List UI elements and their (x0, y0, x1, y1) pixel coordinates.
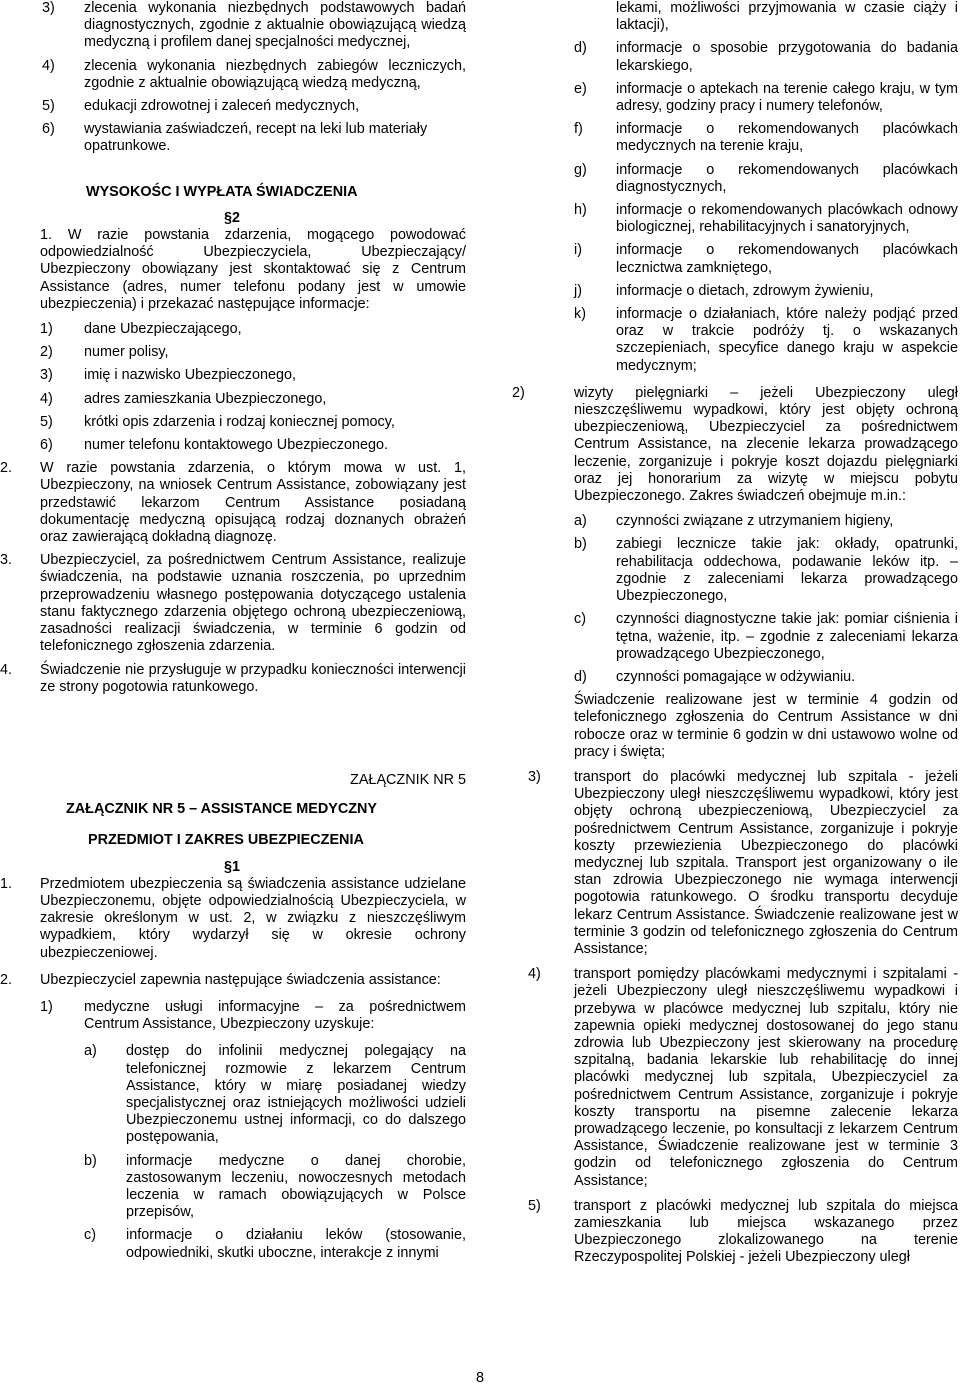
list-number: 3) (40, 367, 53, 384)
list-text: informacje o rekomendowanych placówkach lecznictwa zamkniętego, (616, 242, 958, 276)
list-item (530, 611, 958, 663)
list-item (40, 344, 466, 361)
continued-text: lekami, możliwości przyjmowania w czasie ciąży i laktacji), (616, 0, 958, 34)
list-item (528, 966, 958, 1190)
paragraph-text (40, 227, 466, 313)
list-text: wizyty pielęgniarki – jeżeli Ubezpieczony uległ nieszczęśliwemu wypadkowi, który jest objęty ochroną ubezpieczeniową, Ubezpieczyciel za pośrednictwem Centrum Assistance, na zlecenie lekarza prowadzącego leczenie, zorganizuje i pokryje koszt dojazdu pielęgniarki oraz jej honorarium za wizytę w miejscu pobytu Ubezpieczonego. Zakres świadczeń obejmuje m.in.: (574, 384, 958, 505)
list-item (530, 81, 958, 115)
list-number: b) (574, 536, 587, 553)
list-item (530, 306, 958, 375)
paragraph-number: 3. (0, 552, 13, 569)
list-item (40, 391, 466, 408)
list-item (530, 669, 958, 686)
list-text: dane Ubezpieczającego, (84, 321, 242, 338)
paragraph (0, 876, 466, 962)
list-text: czynności diagnostyczne takie jak: pomiar ciśnienia i tętna, ważenie, itp. – zgodnie z zaleceniami lekarza prowadzącego Ubezpieczonego, (616, 611, 958, 662)
paragraph-number: 2. (0, 460, 13, 477)
list-number: 1) (40, 321, 53, 338)
list-text: informacje medyczne o danej chorobie, zastosowanym leczeniu, nowoczesnych metodach leczenia w ramach obowiązujących w Polsce przepisów, (126, 1152, 466, 1221)
paragraph (40, 227, 466, 313)
list-item (528, 769, 958, 958)
paragraph-number: 1. (40, 227, 53, 244)
list-item (40, 121, 466, 155)
paragraph-text: Świadczenie nie przysługuje w przypadku konieczności interwencji ze strony pogotowia ratunkowego. (40, 661, 466, 695)
list-item (530, 242, 958, 276)
list-text: informacje o aptekach na terenie całego kraju, w tym adresy, godziny pracy i numery telefonów, (616, 80, 958, 115)
list-item (530, 121, 958, 155)
list-item (528, 1198, 958, 1267)
paragraph-text: Ubezpieczyciel, za pośrednictwem Centrum Assistance, realizuje świadczenia, na podstawie uznania roszczenia, po uprzednim przeprowadzeniu własnego postępowania dotyczącego ustalenia stanu faktycznego zdarzenia objętego ochroną ubezpieczeniową, zasadności realizacji świadczenia, w terminie 6 godzin od telefonicznego zgłoszenia zdarzenia. (40, 552, 466, 655)
list-item (40, 414, 466, 431)
list-text: medyczne usługi informacyjne – za pośrednictwem Centrum Assistance, Ubezpieczony uzyskuje: (84, 998, 466, 1033)
annex-title: ZAŁĄCZNIK NR 5 – ASSISTANCE MEDYCZNY (66, 801, 378, 818)
list-item (530, 202, 958, 236)
list-number: 4) (42, 57, 55, 74)
list-text: imię i nazwisko Ubezpieczonego, (84, 367, 296, 384)
paragraph-number: 1. (0, 875, 13, 892)
list-number: a) (84, 1043, 97, 1060)
list-number: f) (574, 121, 583, 138)
list-text: informacje o działaniach, które należy podjąć przed oraz w trakcie podróży tj. o wskazanych szczepieniach, specyfice danego kraju w aspekcie medycznym; (616, 306, 958, 374)
right-column (512, 0, 958, 1267)
list-item (40, 367, 466, 384)
list-text: informacje o sposobie przygotowania do badania lekarskiego, (616, 40, 958, 74)
paragraph-text: Ubezpieczyciel zapewnia następujące świadczenia assistance: (40, 971, 441, 988)
list-number: a) (574, 513, 587, 530)
paragraph-number: 4. (0, 661, 13, 678)
section-number: §1 (224, 858, 241, 875)
list-item (40, 1043, 466, 1146)
list-text: numer telefonu kontaktowego Ubezpieczonego. (84, 437, 389, 454)
section-number-value: 2 (232, 209, 241, 226)
list-item (40, 1227, 466, 1261)
list-text: informacje o rekomendowanych placówkach odnowy biologicznej, rehabilitacyjnych i sanatoryjnych, (616, 202, 958, 236)
section-number-value: 1 (232, 858, 241, 875)
paragraph-number: 2. (0, 971, 13, 988)
list-text: czynności związane z utrzymaniem higieny, (616, 513, 894, 530)
list-number: d) (574, 668, 587, 685)
list-text: transport z placówki medycznej lub szpitala do miejsca zamieszkania lub miejsca wskazanego przez Ubezpieczonego zlokalizowanego na terenie Rzeczypospolitej Polskiej - jeżeli Ubezpieczony uległ (574, 1197, 958, 1266)
list-number: g) (574, 161, 587, 178)
list-item (530, 40, 958, 74)
list-item (530, 283, 958, 300)
list-item (40, 98, 466, 115)
section-number: §2 (224, 209, 241, 226)
paragraph (0, 662, 466, 696)
list-text: edukacji zdrowotnej i zaleceń medycznych, (84, 98, 360, 115)
list-number: 2) (512, 384, 525, 401)
left-column (0, 0, 467, 1262)
list-text: transport do placówki medycznej lub szpitala - jeżeli Ubezpieczony uległ nieszczęśliwemu wypadkowi, który jest objęty ochroną ubezpieczeniową, Ubezpieczyciel za pośrednictwem Centrum Assistance, zorganizuje i pokryje koszty przewiezienia Ubezpieczonego do placówki medycznej lub szpitala. Transport jest organizowany o ile stan zdrowia Ubezpieczonego nie wymaga interwencji pogotowia ratunkowego. O środku transportu decyduje lekarz Centrum Assistance. Świadczenie realizowane jest w terminie 3 godzin od telefonicznego zgłoszenia do Centrum Assistance; (574, 768, 958, 957)
list-number: 3) (528, 768, 541, 785)
list-number: 2) (40, 344, 53, 361)
list-number: 3) (42, 0, 55, 16)
paragraph (0, 460, 466, 546)
list-text: wystawiania zaświadczeń, recept na leki lub materiały opatrunkowe. (84, 121, 428, 155)
paragraph-body: W razie powstania zdarzenia, mogącego powodować odpowiedzialność Ubezpieczyciela, Ubezpieczający/ Ubezpieczony obowiązany jest skontaktować się z Centrum Assistance (adres, numer telefonu podany jest w umowie ubezpieczenia) i przekazać następujące informacje: (40, 227, 467, 312)
list-item (40, 999, 466, 1033)
paragraph-text: W razie powstania zdarzenia, o którym mowa w ust. 1, Ubezpieczony, na wniosek Centrum Assistance, zobowiązany jest przedstawić lekarzom Centrum Assistance posiadaną dokumentację medyczną opisującą rodzaj doznanych obrażeń oraz zawierającą dokładną diagnozę. (40, 460, 466, 546)
subject-title: PRZEDMIOT I ZAKRES UBEZPIECZENIA (88, 832, 364, 849)
list-item (512, 385, 958, 505)
note-text: Świadczenie realizowane jest w terminie 4 godzin od telefonicznego zgłoszenia do Centrum Assistance w dni robocze oraz w terminie 6 godzin w dni ustawowo wolne od pracy i święta; (574, 692, 958, 760)
list-text: transport pomiędzy placówkami medycznymi i szpitalami - jeżeli Ubezpieczony uległ nieszczęśliwemu wypadkowi i przebywa w placówce medycznej lub szpitalu, który nie zapewnia opieki medycznej dostosowanej do jego stanu zdrowia lub Ubezpieczony jest skierowany na procedurę szpitalną, badania lekarskie lub rehabilitację do innej placówki medycznej lub szpitala, Ubezpieczyciel za pośrednictwem Centrum Assistance, zorganizuje i pokryje koszty transportu na pisemne zalecenie lekarza prowadzącego leczenie, po konsultacji z lekarzem Centrum Assistance, Świadczenie realizowane jest w terminie 3 godzin od telefonicznego zgłoszenia do Centrum Assistance; (574, 966, 958, 1189)
list-item (40, 321, 466, 338)
paragraph (0, 972, 466, 989)
list-item (530, 536, 958, 605)
list-text: informacje o rekomendowanych placówkach medycznych na terenie kraju, (616, 121, 958, 155)
list-text: informacje o działaniu leków (stosowanie, odpowiedniki, skutki uboczne, interakcje z innymi (126, 1227, 466, 1261)
list-text: zlecenia wykonania niezbędnych zabiegów leczniczych, zgodnie z aktualnie obowiązującą wiedzą medyczną, (84, 57, 466, 91)
paragraph-text: Przedmiotem ubezpieczenia są świadczenia assistance udzielane Ubezpieczonemu, objęte odpowiedzialnością Ubezpieczyciela, w zakresie określonym w ust. 2, w związku z nieszczęśliwym wypadkiem, który wydarzył się w okresie ochrony ubezpieczeniowej. (40, 875, 466, 961)
section-heading: WYSOKOŚC I WYPŁATA ŚWIADCZENIA (86, 183, 358, 200)
list-number: d) (574, 40, 587, 57)
list-number: 4) (40, 390, 53, 407)
list-text: zlecenia wykonania niezbędnych podstawowych badań diagnostycznych, zgodnie z aktualnie obowiązującą wiedzą medyczną i profilem danej specjalności medycznej, (84, 0, 466, 51)
list-number: 5) (42, 98, 55, 115)
list-item (40, 0, 466, 52)
list-text: dostęp do infolinii medycznej polegający na telefonicznej rozmowie z lekarzem Centrum Assistance, który w miarę posiadanej wiedzy specjalistycznej oraz istniejących możliwości udzieli Ubezpieczonemu ustnej informacji, co do dalszego postępowania, (126, 1043, 466, 1146)
list-number: 5) (528, 1197, 541, 1214)
list-number: 4) (528, 966, 541, 983)
list-text: informacje o rekomendowanych placówkach diagnostycznych, (616, 161, 958, 195)
list-item (40, 1153, 466, 1222)
list-number: b) (84, 1152, 97, 1169)
list-item (40, 437, 466, 454)
list-number: i) (574, 242, 582, 259)
list-number: k) (574, 306, 586, 323)
paragraph (0, 552, 466, 655)
list-text: numer polisy, (84, 344, 169, 361)
list-number: c) (84, 1227, 96, 1244)
list-number: j) (574, 282, 582, 299)
list-text: zabiegi lecznicze takie jak: okłady, opatrunki, rehabilitacja oddechowa, podawanie leków itp. – zgodnie z zaleceniami lekarza prowadzącego Ubezpieczonego, (616, 536, 958, 605)
list-text: czynności pomagające w odżywianiu. (616, 668, 856, 685)
list-item (40, 58, 466, 92)
list-item (530, 162, 958, 196)
list-number: h) (574, 202, 587, 219)
list-number: 5) (40, 413, 53, 430)
list-number: c) (574, 611, 586, 628)
list-text: informacje o dietach, zdrowym żywieniu, (616, 282, 874, 299)
list-text: krótki opis zdarzenia i rodzaj koniecznej pomocy, (84, 413, 395, 430)
annex-label: ZAŁĄCZNIK NR 5 (350, 771, 466, 788)
list-text: adres zamieszkania Ubezpieczonego, (84, 390, 327, 407)
list-number: e) (574, 80, 587, 97)
page-number: 8 (475, 1370, 484, 1386)
list-number: 6) (40, 437, 53, 454)
list-number: 1) (40, 998, 53, 1015)
list-item (530, 513, 958, 530)
list-number: 6) (42, 121, 55, 138)
